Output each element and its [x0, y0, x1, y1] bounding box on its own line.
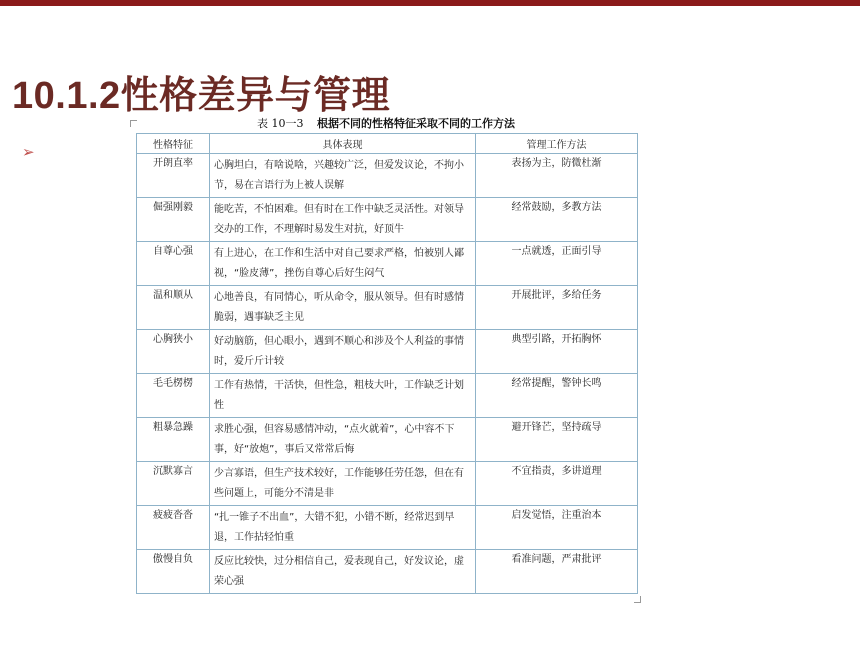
behavior-cell: 心地善良，有同情心，听从命令，服从领导。但有时感情脆弱，遇事缺乏主见 — [210, 286, 476, 330]
behavior-cell: 求胜心强，但容易感情冲动，“点火就着”，心中容不下事，好“放炮”，事后又常常后悔 — [210, 418, 476, 462]
trait-cell: 倔强刚毅 — [137, 198, 210, 242]
method-cell: 典型引路，开拓胸怀 — [476, 330, 638, 374]
slide-title: 10.1.2性格差异与管理 — [12, 75, 391, 117]
behavior-cell: “扎一锥子不出血”，大错不犯，小错不断，经常迟到早退，工作拈轻怕重 — [210, 506, 476, 550]
method-cell: 经常鼓励，多教方法 — [476, 198, 638, 242]
trait-cell: 温和顺从 — [137, 286, 210, 330]
method-cell: 一点就透，正面引导 — [476, 242, 638, 286]
behavior-cell: 心胸坦白，有啥说啥，兴趣较广泛，但爱发议论，不拘小节，易在言语行为上被人误解 — [210, 154, 476, 198]
trait-cell: 疲疲沓沓 — [137, 506, 210, 550]
trait-cell: 沉默寡言 — [137, 462, 210, 506]
behavior-cell: 能吃苦，不怕困难。但有时在工作中缺乏灵活性。对领导交办的工作，不理解时易发生对抗，好顶牛 — [210, 198, 476, 242]
method-cell: 表扬为主，防微杜渐 — [476, 154, 638, 198]
behavior-cell: 好动脑筋，但心眼小，遇到不顺心和涉及个人利益的事情时，爱斤斤计较 — [210, 330, 476, 374]
trait-cell: 开朗直率 — [137, 154, 210, 198]
table-caption-title: 根据不同的性格特征采取不同的工作方法 — [317, 117, 515, 130]
table-row — [137, 418, 638, 462]
header-behavior: 具体表现 — [210, 134, 476, 154]
table-row — [137, 330, 638, 374]
behavior-cell: 工作有热情，干活快，但性急，粗枝大叶，工作缺乏计划性 — [210, 374, 476, 418]
method-cell: 开展批评，多给任务 — [476, 286, 638, 330]
trait-cell: 自尊心强 — [137, 242, 210, 286]
personality-traits-table — [136, 133, 638, 594]
table-row — [137, 198, 638, 242]
table-header-row — [137, 134, 638, 154]
method-cell: 启发觉悟，注重治本 — [476, 506, 638, 550]
method-cell: 不宜指责，多讲道理 — [476, 462, 638, 506]
header-method: 管理工作方法 — [476, 134, 638, 154]
trait-cell: 傲慢自负 — [137, 550, 210, 594]
top-accent-bar — [0, 0, 860, 6]
trait-cell: 毛毛楞楞 — [137, 374, 210, 418]
table-row — [137, 154, 638, 198]
behavior-cell: 有上进心，在工作和生活中对自己要求严格，怕被别人鄙视，“脸皮薄”，挫伤自尊心后好生闷气 — [210, 242, 476, 286]
method-cell: 避开锋芒，坚持疏导 — [476, 418, 638, 462]
method-cell: 看准问题，严肃批评 — [476, 550, 638, 594]
behavior-cell: 少言寡语，但生产技术较好，工作能够任劳任怨，但在有些问题上，可能分不清是非 — [210, 462, 476, 506]
table-caption-label: 表 10一3 — [257, 117, 304, 130]
table-row — [137, 550, 638, 594]
table-row — [137, 286, 638, 330]
table-row — [137, 462, 638, 506]
trait-cell: 心胸狭小 — [137, 330, 210, 374]
table-row — [137, 374, 638, 418]
crop-mark-bottom-right — [634, 596, 641, 603]
table-row — [137, 506, 638, 550]
bullet-arrow-icon: ➢ — [22, 143, 35, 161]
behavior-cell: 反应比较快，过分相信自己，爱表现自己，好发议论，虚荣心强 — [210, 550, 476, 594]
table-row — [137, 242, 638, 286]
header-trait: 性格特征 — [137, 134, 210, 154]
method-cell: 经常提醒，警钟长鸣 — [476, 374, 638, 418]
table-caption — [135, 115, 637, 131]
trait-cell: 粗暴急躁 — [137, 418, 210, 462]
